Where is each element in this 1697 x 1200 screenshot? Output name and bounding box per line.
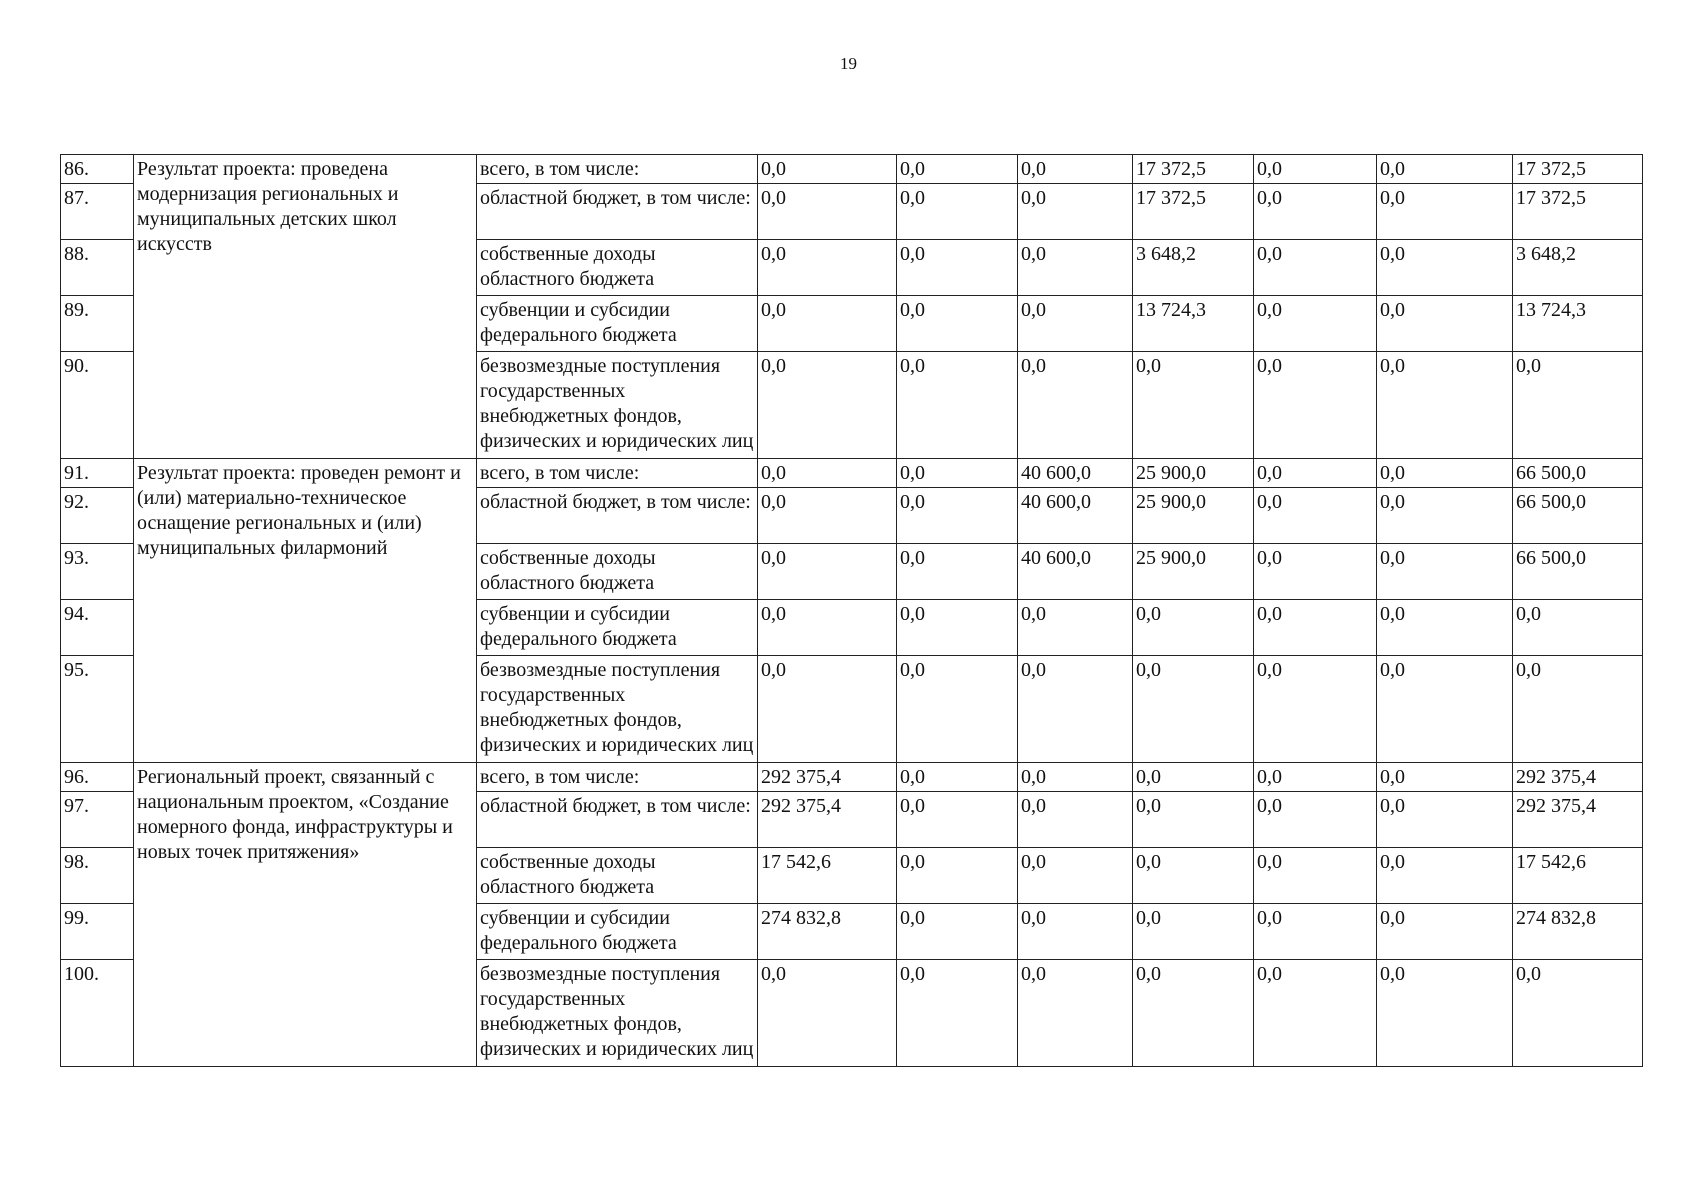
value-cell: 0,0 bbox=[1254, 352, 1377, 459]
value-cell: 0,0 bbox=[1018, 904, 1133, 960]
total-value-cell: 17 542,6 bbox=[1513, 848, 1643, 904]
row-number: 92. bbox=[61, 488, 134, 544]
value-cell: 0,0 bbox=[1018, 155, 1133, 184]
value-cell: 0,0 bbox=[897, 600, 1018, 656]
value-cell: 0,0 bbox=[1018, 296, 1133, 352]
value-cell: 0,0 bbox=[1377, 960, 1513, 1067]
value-cell: 0,0 bbox=[1377, 904, 1513, 960]
value-cell: 0,0 bbox=[1377, 848, 1513, 904]
total-value-cell: 0,0 bbox=[1513, 656, 1643, 763]
value-cell: 0,0 bbox=[758, 296, 897, 352]
value-cell: 0,0 bbox=[1254, 904, 1377, 960]
value-cell: 0,0 bbox=[1018, 184, 1133, 240]
total-value-cell: 274 832,8 bbox=[1513, 904, 1643, 960]
value-cell: 0,0 bbox=[758, 488, 897, 544]
value-cell: 17 542,6 bbox=[758, 848, 897, 904]
value-cell: 0,0 bbox=[1018, 848, 1133, 904]
row-number: 96. bbox=[61, 763, 134, 792]
value-cell: 0,0 bbox=[897, 763, 1018, 792]
value-cell: 25 900,0 bbox=[1133, 459, 1254, 488]
row-number: 90. bbox=[61, 352, 134, 459]
value-cell: 0,0 bbox=[1018, 656, 1133, 763]
value-cell: 0,0 bbox=[758, 960, 897, 1067]
value-cell: 40 600,0 bbox=[1018, 544, 1133, 600]
project-result-title: Результат проекта: проведена модернизация региональных и муниципальных детских школ искусств bbox=[134, 155, 477, 459]
value-cell: 0,0 bbox=[1377, 459, 1513, 488]
value-cell: 0,0 bbox=[1377, 763, 1513, 792]
value-cell: 0,0 bbox=[897, 352, 1018, 459]
value-cell: 0,0 bbox=[1377, 296, 1513, 352]
funding-source: всего, в том числе: bbox=[477, 459, 758, 488]
value-cell: 0,0 bbox=[758, 184, 897, 240]
funding-source: субвенции и субсидии федерального бюджета bbox=[477, 296, 758, 352]
funding-source: субвенции и субсидии федерального бюджета bbox=[477, 600, 758, 656]
value-cell: 0,0 bbox=[1018, 240, 1133, 296]
funding-source: безвозмездные поступления государственных внебюджетных фондов, физических и юридических лиц bbox=[477, 960, 758, 1067]
value-cell: 0,0 bbox=[758, 155, 897, 184]
value-cell: 0,0 bbox=[1377, 544, 1513, 600]
project-result-title: Региональный проект, связанный с национальным проектом, «Создание номерного фонда, инфраструктуры и новых точек притяжения» bbox=[134, 763, 477, 1067]
funding-source: областной бюджет, в том числе: bbox=[477, 488, 758, 544]
total-value-cell: 0,0 bbox=[1513, 960, 1643, 1067]
value-cell: 0,0 bbox=[897, 960, 1018, 1067]
value-cell: 0,0 bbox=[1254, 792, 1377, 848]
value-cell: 0,0 bbox=[1254, 848, 1377, 904]
row-number: 86. bbox=[61, 155, 134, 184]
value-cell: 0,0 bbox=[1133, 960, 1254, 1067]
funding-source: безвозмездные поступления государственных внебюджетных фондов, физических и юридических лиц bbox=[477, 656, 758, 763]
value-cell: 0,0 bbox=[1254, 184, 1377, 240]
funding-source: собственные доходы областного бюджета bbox=[477, 240, 758, 296]
row-number: 91. bbox=[61, 459, 134, 488]
total-value-cell: 66 500,0 bbox=[1513, 459, 1643, 488]
funding-source: безвозмездные поступления государственных внебюджетных фондов, физических и юридических лиц bbox=[477, 352, 758, 459]
value-cell: 13 724,3 bbox=[1133, 296, 1254, 352]
row-number: 99. bbox=[61, 904, 134, 960]
value-cell: 0,0 bbox=[1377, 240, 1513, 296]
funding-source: областной бюджет, в том числе: bbox=[477, 792, 758, 848]
row-number: 87. bbox=[61, 184, 134, 240]
value-cell: 0,0 bbox=[758, 656, 897, 763]
value-cell: 0,0 bbox=[1254, 763, 1377, 792]
row-number: 100. bbox=[61, 960, 134, 1067]
value-cell: 0,0 bbox=[897, 544, 1018, 600]
value-cell: 0,0 bbox=[1133, 848, 1254, 904]
funding-source: всего, в том числе: bbox=[477, 155, 758, 184]
value-cell: 0,0 bbox=[897, 296, 1018, 352]
total-value-cell: 66 500,0 bbox=[1513, 544, 1643, 600]
value-cell: 0,0 bbox=[1133, 792, 1254, 848]
row-number: 88. bbox=[61, 240, 134, 296]
value-cell: 25 900,0 bbox=[1133, 544, 1254, 600]
table-row bbox=[61, 155, 1643, 184]
value-cell: 0,0 bbox=[1377, 600, 1513, 656]
value-cell: 0,0 bbox=[1254, 488, 1377, 544]
value-cell: 0,0 bbox=[1254, 600, 1377, 656]
value-cell: 292 375,4 bbox=[758, 792, 897, 848]
value-cell: 17 372,5 bbox=[1133, 184, 1254, 240]
total-value-cell: 292 375,4 bbox=[1513, 763, 1643, 792]
value-cell: 0,0 bbox=[758, 240, 897, 296]
value-cell: 0,0 bbox=[1133, 600, 1254, 656]
value-cell: 0,0 bbox=[1254, 544, 1377, 600]
total-value-cell: 17 372,5 bbox=[1513, 155, 1643, 184]
total-value-cell: 17 372,5 bbox=[1513, 184, 1643, 240]
value-cell: 40 600,0 bbox=[1018, 488, 1133, 544]
value-cell: 0,0 bbox=[897, 459, 1018, 488]
funding-source: всего, в том числе: bbox=[477, 763, 758, 792]
value-cell: 0,0 bbox=[1018, 792, 1133, 848]
value-cell: 0,0 bbox=[758, 352, 897, 459]
value-cell: 0,0 bbox=[897, 848, 1018, 904]
total-value-cell: 3 648,2 bbox=[1513, 240, 1643, 296]
value-cell: 0,0 bbox=[1018, 960, 1133, 1067]
funding-source: собственные доходы областного бюджета bbox=[477, 544, 758, 600]
row-number: 98. bbox=[61, 848, 134, 904]
value-cell: 0,0 bbox=[1377, 656, 1513, 763]
value-cell: 0,0 bbox=[1377, 352, 1513, 459]
value-cell: 0,0 bbox=[897, 155, 1018, 184]
value-cell: 0,0 bbox=[758, 459, 897, 488]
row-number: 97. bbox=[61, 792, 134, 848]
value-cell: 0,0 bbox=[758, 600, 897, 656]
value-cell: 0,0 bbox=[1018, 600, 1133, 656]
row-number: 95. bbox=[61, 656, 134, 763]
total-value-cell: 0,0 bbox=[1513, 600, 1643, 656]
row-number: 94. bbox=[61, 600, 134, 656]
value-cell: 0,0 bbox=[1018, 763, 1133, 792]
value-cell: 0,0 bbox=[1133, 763, 1254, 792]
value-cell: 0,0 bbox=[1133, 904, 1254, 960]
total-value-cell: 0,0 bbox=[1513, 352, 1643, 459]
value-cell: 0,0 bbox=[897, 184, 1018, 240]
value-cell: 0,0 bbox=[897, 904, 1018, 960]
page-number: 19 bbox=[840, 54, 857, 73]
value-cell: 0,0 bbox=[1377, 792, 1513, 848]
value-cell: 3 648,2 bbox=[1133, 240, 1254, 296]
value-cell: 274 832,8 bbox=[758, 904, 897, 960]
value-cell: 0,0 bbox=[897, 488, 1018, 544]
value-cell: 0,0 bbox=[897, 240, 1018, 296]
value-cell: 0,0 bbox=[1254, 240, 1377, 296]
value-cell: 25 900,0 bbox=[1133, 488, 1254, 544]
value-cell: 0,0 bbox=[758, 544, 897, 600]
value-cell: 0,0 bbox=[1377, 488, 1513, 544]
funding-source: областной бюджет, в том числе: bbox=[477, 184, 758, 240]
value-cell: 0,0 bbox=[1254, 656, 1377, 763]
value-cell: 0,0 bbox=[897, 792, 1018, 848]
value-cell: 0,0 bbox=[1377, 184, 1513, 240]
project-result-title: Результат проекта: проведен ремонт и (или) материально-техническое оснащение региональных и (или) муниципальных филармоний bbox=[134, 459, 477, 763]
value-cell: 0,0 bbox=[1377, 155, 1513, 184]
total-value-cell: 13 724,3 bbox=[1513, 296, 1643, 352]
value-cell: 0,0 bbox=[1254, 296, 1377, 352]
funding-source: собственные доходы областного бюджета bbox=[477, 848, 758, 904]
value-cell: 40 600,0 bbox=[1018, 459, 1133, 488]
value-cell: 0,0 bbox=[1133, 656, 1254, 763]
value-cell: 0,0 bbox=[1254, 459, 1377, 488]
value-cell: 0,0 bbox=[897, 656, 1018, 763]
value-cell: 0,0 bbox=[1254, 960, 1377, 1067]
table-row bbox=[61, 459, 1643, 488]
value-cell: 0,0 bbox=[1133, 352, 1254, 459]
value-cell: 0,0 bbox=[1018, 352, 1133, 459]
budget-table bbox=[60, 154, 1643, 1067]
value-cell: 292 375,4 bbox=[758, 763, 897, 792]
funding-source: субвенции и субсидии федерального бюджета bbox=[477, 904, 758, 960]
table-row bbox=[61, 763, 1643, 792]
total-value-cell: 66 500,0 bbox=[1513, 488, 1643, 544]
total-value-cell: 292 375,4 bbox=[1513, 792, 1643, 848]
value-cell: 0,0 bbox=[1254, 155, 1377, 184]
value-cell: 17 372,5 bbox=[1133, 155, 1254, 184]
row-number: 89. bbox=[61, 296, 134, 352]
row-number: 93. bbox=[61, 544, 134, 600]
table-body bbox=[61, 155, 1643, 1067]
